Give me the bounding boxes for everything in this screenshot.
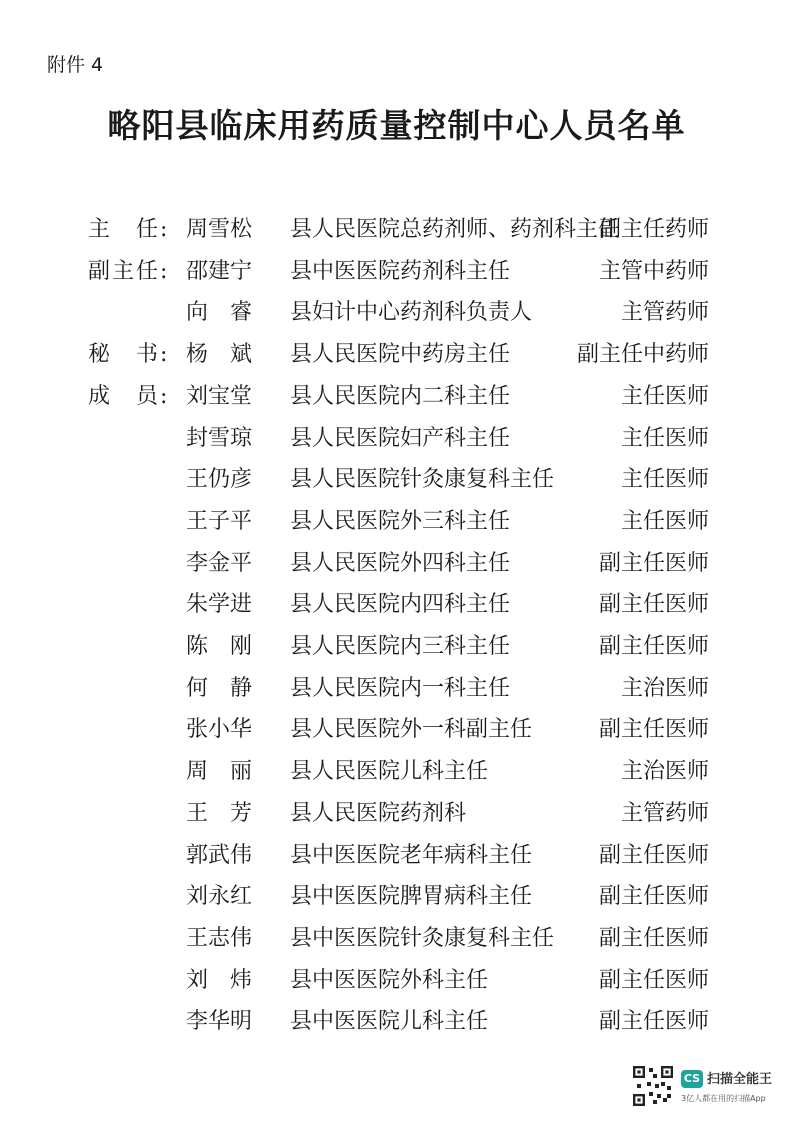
roster-name: 陈 刚: [186, 634, 253, 659]
roster-title: 副主任中药师: [576, 342, 709, 368]
roster-row: [0, 337, 793, 373]
roster-position: 县人民医院妇产科主任: [290, 425, 511, 451]
roster-position: 县中医医院外科主任: [290, 967, 489, 993]
roster-name: 周雪松: [186, 217, 253, 242]
roster-position: 县中医医院儿科主任: [290, 1009, 489, 1035]
roster-row: [0, 754, 793, 790]
roster-row: [0, 963, 793, 999]
roster-row: [0, 879, 793, 915]
roster-title: 主任医师: [620, 467, 709, 493]
roster-title: 主任医师: [620, 508, 709, 534]
roster-position: 县妇计中心药剂科负责人: [290, 300, 533, 326]
roster-position: 县人民医院儿科主任: [290, 759, 489, 785]
roster-row: [0, 295, 793, 331]
roster-position: 县中医医院脾胃病科主任: [290, 884, 533, 910]
roster-row: [0, 921, 793, 957]
roster-row: [0, 587, 793, 623]
roster-name: 杨 斌: [186, 342, 253, 368]
roster-row: [0, 838, 793, 874]
scanner-watermark: [633, 1066, 783, 1110]
app-tagline: 3亿人都在用的扫描App: [681, 1094, 766, 1103]
roster-role: 秘 书:: [88, 342, 170, 368]
roster-name: 王仍彦: [186, 467, 253, 493]
roster-title: 副主任医师: [598, 592, 709, 618]
camscanner-logo-icon: CS: [681, 1070, 703, 1088]
roster-row: [0, 212, 793, 248]
roster-title: 主管药师: [620, 300, 709, 326]
roster-title: 副主任医师: [598, 925, 709, 951]
roster-title: 主任医师: [620, 425, 709, 451]
roster-position: 县人民医院外一科副主任: [290, 717, 533, 743]
roster-row: [0, 546, 793, 582]
roster-row: [0, 504, 793, 540]
roster-role: 副主任:: [88, 258, 170, 284]
roster-title: 主管中药师: [598, 258, 709, 284]
roster-name: 李华明: [186, 1009, 253, 1035]
roster-position: 县人民医院外三科主任: [290, 508, 511, 534]
roster-name: 何 静: [186, 675, 253, 701]
roster-name: 向 睿: [186, 300, 253, 326]
roster-name: 王志伟: [186, 925, 253, 951]
qr-code-icon: [633, 1066, 673, 1106]
roster-position: 县中医医院针灸康复科主任: [290, 925, 555, 951]
roster-position: 县中医医院老年病科主任: [290, 842, 533, 868]
roster-title: 主治医师: [620, 675, 709, 701]
roster-row: [0, 629, 793, 665]
roster-name: 王子平: [186, 508, 253, 534]
roster-position: 县人民医院针灸康复科主任: [290, 467, 555, 493]
roster-row: [0, 1004, 793, 1040]
roster-title: 副主任医师: [598, 967, 709, 993]
roster-name: 张小华: [186, 717, 253, 743]
roster-position: 县人民医院中药房主任: [290, 342, 511, 368]
roster-row: [0, 421, 793, 457]
roster-position: 县人民医院内一科主任: [290, 675, 511, 701]
roster-title: 副主任医师: [598, 634, 709, 659]
roster-position: 县中医医院药剂科主任: [290, 258, 511, 284]
roster-row: [0, 254, 793, 290]
roster-name: 刘 炜: [186, 967, 253, 993]
roster-position: 县人民医院总药剂师、药剂科主任: [290, 217, 621, 242]
roster-row: [0, 462, 793, 498]
roster-row: [0, 796, 793, 832]
document-title: 略阳县临床用药质量控制中心人员名单: [107, 106, 686, 145]
roster-name: 刘永红: [186, 884, 253, 910]
roster-title: 副主任医师: [598, 1009, 709, 1035]
roster-name: 刘宝堂: [186, 383, 253, 409]
roster-name: 王 芳: [186, 800, 253, 826]
attachment-label: 附件 4: [47, 54, 104, 76]
roster-name: 封雪琼: [186, 425, 253, 451]
roster-name: 郭武伟: [186, 842, 253, 868]
roster-title: 主治医师: [620, 759, 709, 785]
roster-title: 主任医师: [620, 383, 709, 409]
roster-role: 成 员:: [88, 383, 170, 409]
roster-title: 副主任医师: [598, 884, 709, 910]
roster-position: 县人民医院药剂科: [290, 800, 467, 826]
roster-position: 县人民医院内四科主任: [290, 592, 511, 618]
app-name: 扫描全能王: [707, 1072, 773, 1087]
roster-name: 周 丽: [186, 759, 253, 785]
roster-role: 主 任:: [88, 217, 170, 242]
roster-row: [0, 379, 793, 415]
roster-row: [0, 712, 793, 748]
roster-title: 副主任药师: [598, 217, 709, 242]
roster-row: [0, 671, 793, 707]
roster-name: 李金平: [186, 550, 253, 576]
roster-title: 副主任医师: [598, 717, 709, 743]
roster-title: 主管药师: [620, 800, 709, 826]
roster-position: 县人民医院内二科主任: [290, 383, 511, 409]
roster-name: 邵建宁: [186, 258, 253, 284]
roster-name: 朱学进: [186, 592, 253, 618]
roster-title: 副主任医师: [598, 550, 709, 576]
roster-position: 县人民医院内三科主任: [290, 634, 511, 659]
roster-position: 县人民医院外四科主任: [290, 550, 511, 576]
roster-title: 副主任医师: [598, 842, 709, 868]
